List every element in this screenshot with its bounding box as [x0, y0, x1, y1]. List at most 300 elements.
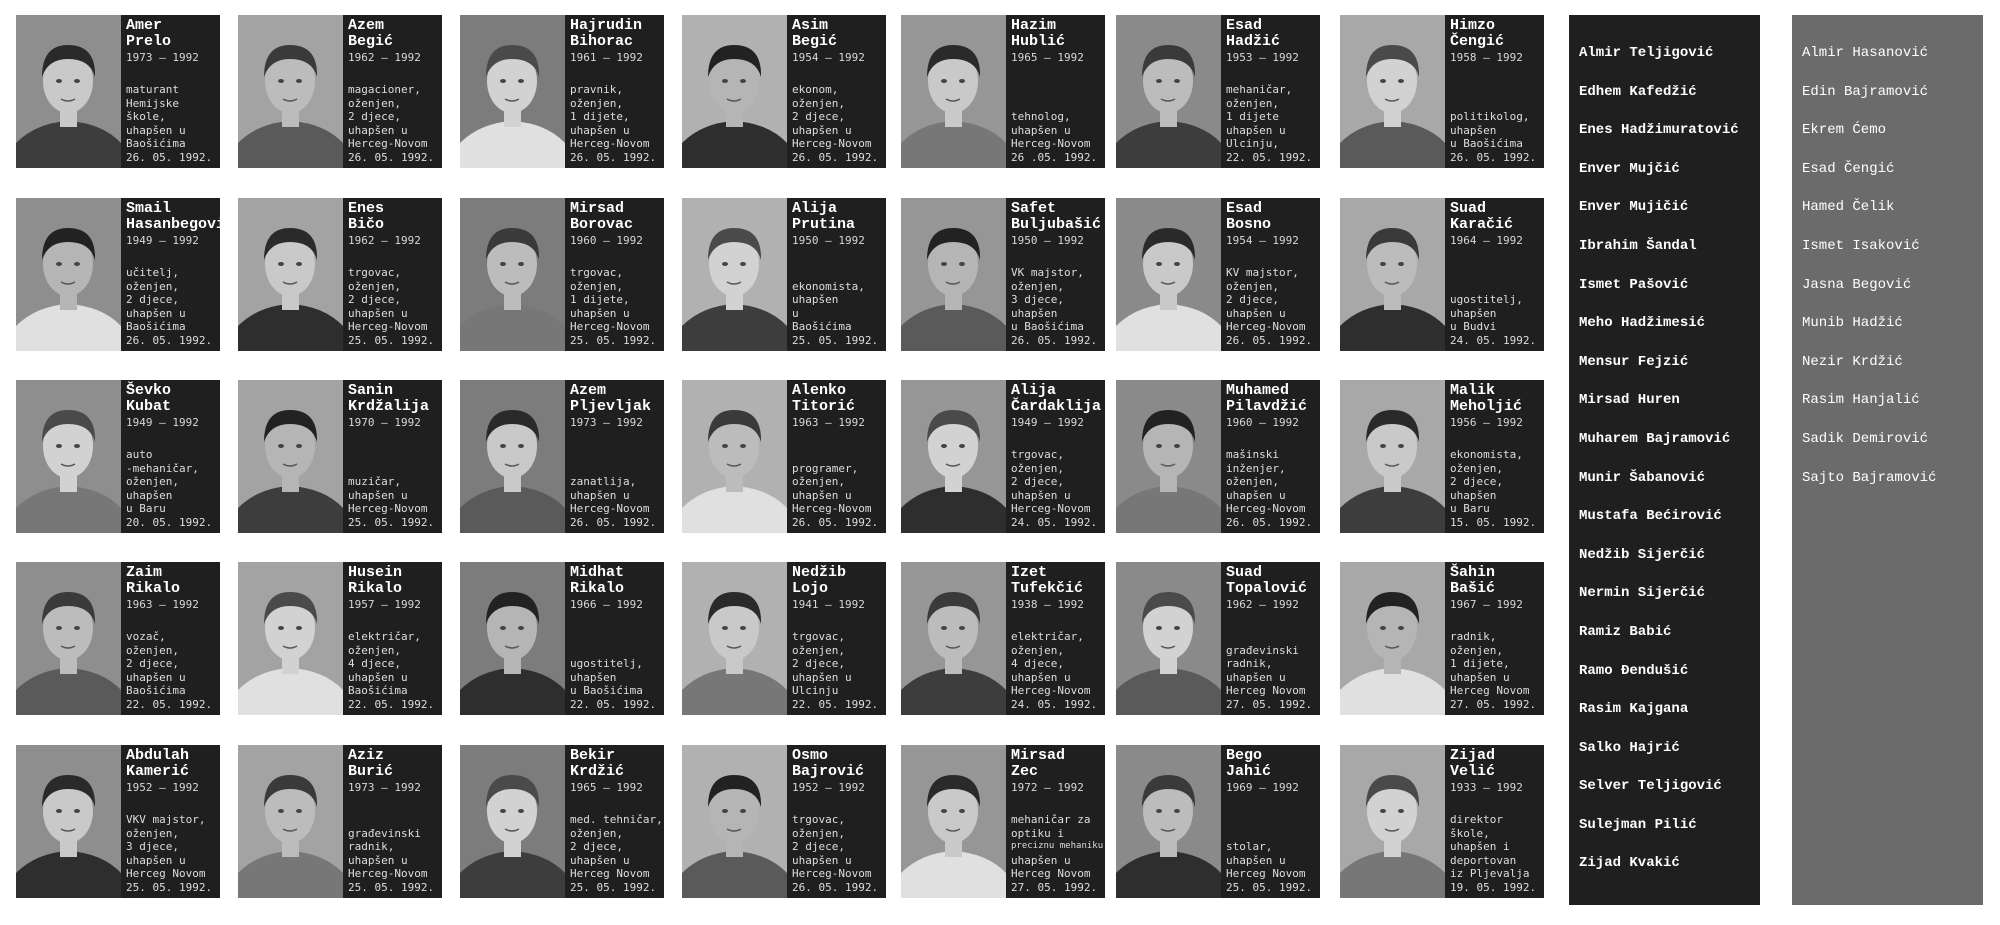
name-list-item: Muharem Bajramović — [1579, 430, 1731, 447]
victim-description-line: 25. 05. 1992. — [1226, 880, 1313, 894]
victim-description-line: pravnik, — [570, 83, 623, 96]
victim-name-line: Esad — [1226, 200, 1263, 217]
portrait-photo — [460, 562, 565, 715]
victim-description-line: 26. 05. 1992. — [570, 515, 657, 529]
victim-name-line: Suad — [1226, 564, 1263, 581]
victim-card — [1116, 745, 1320, 898]
victim-description-line: Baošićima — [792, 320, 852, 333]
victim-description-line: 2 djece, — [792, 110, 845, 123]
victim-years: 1956 – 1992 — [1450, 416, 1523, 429]
victim-description-line: 22. 05. 1992. — [792, 697, 879, 711]
victim-description — [1011, 110, 1097, 164]
victim-description-line: Baošićima — [126, 684, 186, 697]
victim-description-line: VK majstor, — [1011, 266, 1084, 279]
victim-name-line: Velić — [1450, 763, 1496, 780]
victim-description-line: auto — [126, 448, 153, 461]
victim-description-line: Herceg-Novom — [570, 320, 650, 333]
victim-name — [348, 18, 393, 50]
victim-card — [1340, 562, 1544, 715]
victim-description-line: oženjen, — [348, 279, 401, 293]
victim-description-line: 27. 05. 1992. — [1226, 697, 1313, 711]
victim-description-line: učitelj, — [126, 266, 179, 279]
victim-description-line: optiku i — [1011, 826, 1064, 840]
victim-name-line: Mirsad — [1011, 747, 1066, 764]
victim-info — [1226, 198, 1318, 351]
name-list-item: Hamed Čelik — [1802, 199, 1895, 216]
victim-description-line: 1 dijete — [1226, 110, 1279, 123]
victim-info — [792, 380, 884, 533]
victim-description-line: radnik, — [1450, 630, 1497, 643]
victim-description-line: električar, — [348, 630, 421, 643]
victim-name-line: Hasanbegović — [126, 216, 235, 233]
victim-description-line: uhapšen u — [348, 853, 408, 867]
victim-description-line: oženjen, — [570, 826, 623, 840]
victim-name-line: Izet — [1011, 564, 1048, 581]
victim-description-line: 26 .05. 1992. — [1011, 150, 1098, 164]
victim-description-line: Herceg-Novom — [792, 137, 872, 150]
victim-description-line: 25. 05. 1992. — [792, 333, 879, 347]
victim-name — [126, 383, 171, 415]
victim-description-line: uhapšen u — [348, 488, 408, 502]
victim-description — [570, 266, 656, 347]
victim-description-line: ugostitelj, — [1450, 293, 1523, 306]
victim-description — [348, 83, 434, 164]
victim-description-line: ekonomista, — [792, 279, 865, 293]
victim-description — [570, 657, 656, 711]
victim-description-line: Herceg-Novom — [1011, 502, 1091, 515]
victim-name — [792, 383, 855, 415]
victim-description-line: ekonom, — [792, 83, 839, 96]
name-list-item: Meho Hadžimesić — [1579, 315, 1706, 332]
victim-card — [1116, 380, 1320, 533]
victim-card — [460, 15, 664, 168]
victim-description-line: Ulcinju — [792, 684, 839, 697]
portrait-photo — [1116, 198, 1221, 351]
victim-info — [1011, 198, 1103, 351]
victim-description-line: 20. 05. 1992. — [126, 515, 213, 529]
portrait-photo — [682, 562, 787, 715]
victim-name — [1011, 565, 1083, 597]
victim-name-line: Šahin — [1450, 564, 1496, 581]
victim-name-line: Bihorac — [570, 33, 634, 50]
victim-card — [901, 198, 1105, 351]
victim-description-line: uhapšen u — [1226, 488, 1286, 502]
victim-description-line: uhapšen u — [126, 123, 186, 137]
victim-description-line: radnik, — [348, 840, 395, 853]
name-list-item: Ekrem Ćemo — [1802, 122, 1887, 139]
victim-name-line: Hublić — [1011, 33, 1066, 50]
victim-description — [792, 462, 878, 530]
victim-description-line: uhapšen u — [570, 123, 630, 137]
victim-description-line: oženjen, — [1450, 643, 1503, 657]
portrait-photo — [238, 15, 343, 168]
victim-name — [570, 748, 624, 780]
victim-description — [792, 83, 878, 164]
victim-description — [126, 266, 212, 347]
victim-description-line: uhapšen u — [1011, 123, 1071, 137]
name-list-item: Nedžib Sijerčić — [1579, 546, 1706, 563]
victim-years: 1958 – 1992 — [1450, 51, 1523, 64]
victim-description-line: -mehaničar, — [126, 461, 199, 475]
victim-name-line: Rikalo — [570, 580, 625, 597]
victim-name — [1011, 383, 1101, 415]
victim-years: 1963 – 1992 — [126, 598, 199, 611]
victim-name-line: Zec — [1011, 763, 1039, 780]
victim-description — [1450, 293, 1536, 347]
victim-description — [348, 266, 434, 347]
victim-card — [460, 745, 664, 898]
victim-description — [348, 630, 434, 711]
victim-description-line: oženjen, — [1450, 461, 1503, 475]
victim-card — [16, 562, 220, 715]
name-list-item: Mensur Fejzić — [1579, 353, 1689, 370]
victim-description-line: trgovac, — [1011, 448, 1064, 461]
victim-description-line: Baošićima — [126, 320, 186, 333]
victim-years: 1950 – 1992 — [1011, 234, 1084, 247]
victim-name-line: Pljevljak — [570, 398, 652, 415]
victim-info — [570, 562, 662, 715]
victim-name-line: Muhamed — [1226, 382, 1290, 399]
victim-name-line: Smail — [126, 200, 172, 217]
victim-description-line: 27. 05. 1992. — [1450, 697, 1537, 711]
victim-description — [126, 448, 212, 529]
name-list-item: Rasim Hanjalić — [1802, 392, 1920, 409]
victim-description-line: trgovac, — [792, 813, 845, 826]
victim-description-line: 25. 05. 1992. — [570, 880, 657, 894]
victim-description-line: trgovac, — [792, 630, 845, 643]
victim-description-line: 24. 05. 1992. — [1011, 515, 1098, 529]
victim-card — [460, 198, 664, 351]
portrait-photo — [1340, 380, 1445, 533]
victim-card — [460, 562, 664, 715]
victim-description-line: 27. 05. 1992. — [1011, 880, 1098, 894]
victim-card — [460, 380, 664, 533]
names-list-dark-items — [1579, 44, 1739, 893]
victim-info — [570, 745, 662, 898]
victim-name — [570, 201, 633, 233]
victim-description-line: oženjen, — [792, 643, 845, 657]
portrait-photo — [1340, 198, 1445, 351]
victim-years: 1952 – 1992 — [126, 781, 199, 794]
victim-description-line: uhapšen — [570, 670, 617, 684]
portrait-photo — [682, 15, 787, 168]
portrait-photo — [16, 198, 121, 351]
victim-description-line: magacioner, — [348, 83, 421, 96]
victim-name-line: Alenko — [792, 382, 847, 399]
victim-description-line: oženjen, — [126, 826, 179, 840]
victim-card — [1116, 562, 1320, 715]
victim-name — [126, 748, 189, 780]
victim-info — [792, 15, 884, 168]
victim-info — [348, 198, 440, 351]
name-list-item: Mirsad Huren — [1579, 392, 1680, 409]
victim-description-line: 2 djece, — [792, 840, 845, 853]
victim-card — [682, 15, 886, 168]
victim-description — [1226, 266, 1312, 347]
victim-description — [348, 827, 434, 895]
victim-description-line: oženjen, — [792, 826, 845, 840]
victim-name-line: Suad — [1450, 200, 1487, 217]
victim-description-line: uhapšen u — [1226, 853, 1286, 867]
victim-name-line: Krdžić — [570, 763, 625, 780]
victim-description-line: u — [792, 306, 799, 320]
victim-years: 1964 – 1992 — [1450, 234, 1523, 247]
victim-name — [348, 201, 384, 233]
victim-description-line: uhapšen — [1011, 306, 1058, 320]
victim-description-line: Baošićima — [348, 684, 408, 697]
victim-name — [126, 18, 171, 50]
victim-years: 1973 – 1992 — [570, 416, 643, 429]
victim-info — [570, 15, 662, 168]
victim-description-line: oženjen, — [570, 279, 623, 293]
victim-description-line: 24. 05. 1992. — [1011, 697, 1098, 711]
victim-name — [1450, 565, 1495, 597]
portrait-photo — [901, 745, 1006, 898]
victim-name-line: Begić — [792, 33, 838, 50]
victim-name-line: Husein — [348, 564, 403, 581]
victim-description-line: 22. 05. 1992. — [570, 697, 657, 711]
victim-description-line: uhapšen u — [1450, 670, 1510, 684]
portrait-photo — [682, 380, 787, 533]
victim-years: 1966 – 1992 — [570, 598, 643, 611]
portrait-photo — [1116, 562, 1221, 715]
victim-card — [682, 745, 886, 898]
victim-description-line: Herceg Novom — [1226, 684, 1306, 697]
victim-name-line: Karačić — [1450, 216, 1514, 233]
victim-name-line: Hadžić — [1226, 33, 1281, 50]
victim-description-line: uhapšen — [1450, 488, 1497, 502]
victim-name-line: Kamerić — [126, 763, 190, 780]
victim-name-line: Bego — [1226, 747, 1263, 764]
victim-info — [792, 562, 884, 715]
victim-name — [570, 383, 651, 415]
victim-description-line: oženjen, — [348, 96, 401, 110]
victim-description-line: 26. 05. 1992. — [792, 515, 879, 529]
victim-description — [1011, 630, 1097, 711]
victim-card — [238, 745, 442, 898]
victim-description-line: uhapšen u — [348, 306, 408, 320]
victim-card — [238, 15, 442, 168]
victim-years: 1962 – 1992 — [1226, 598, 1299, 611]
name-list-item: Zijad Kvakić — [1579, 855, 1680, 872]
victim-info — [1011, 562, 1103, 715]
victim-description — [1450, 448, 1536, 529]
portrait-photo — [1340, 562, 1445, 715]
victim-info — [1011, 745, 1103, 898]
name-list-item: Rasim Kajgana — [1579, 701, 1689, 718]
victim-description-line: maturant — [126, 83, 179, 96]
victim-years: 1963 – 1992 — [792, 416, 865, 429]
victim-years: 1949 – 1992 — [126, 416, 199, 429]
victim-description-line: oženjen, — [792, 475, 845, 488]
victim-description-line: Herceg-Novom — [792, 502, 872, 515]
victim-name — [1226, 748, 1271, 780]
victim-card — [682, 198, 886, 351]
victim-description-line: oženjen, — [126, 643, 179, 657]
name-list-item: Nermin Sijerčić — [1579, 585, 1706, 602]
victim-description-line: uhapšen u — [126, 306, 186, 320]
victim-description-line: mehaničar za — [1011, 813, 1091, 826]
victim-name-line: Esad — [1226, 17, 1263, 34]
victim-name — [1450, 383, 1522, 415]
victim-description-line: 2 djece, — [570, 840, 623, 853]
victim-description — [126, 83, 212, 164]
victim-description-line: ekonomista, — [1450, 448, 1523, 461]
victim-name — [126, 565, 180, 597]
victim-description-line: 2 djece, — [792, 657, 845, 670]
victim-description-line: 1 dijete, — [1450, 657, 1510, 670]
victim-info — [126, 15, 218, 168]
victim-description-line: stolar, — [1226, 840, 1273, 853]
victim-years: 1952 – 1992 — [792, 781, 865, 794]
victim-description — [126, 630, 212, 711]
victim-description-line: direktor — [1450, 813, 1503, 826]
victim-info — [1226, 380, 1318, 533]
victim-description-line: preciznu mehaniku — [1011, 841, 1104, 851]
victim-years: 1970 – 1992 — [348, 416, 421, 429]
victim-info — [1450, 380, 1542, 533]
victim-description-line: 4 djece, — [1011, 657, 1064, 670]
victim-info — [1450, 562, 1542, 715]
name-list-item: Edhem Kafedžić — [1579, 83, 1697, 100]
victim-name — [792, 201, 855, 233]
victim-years: 1960 – 1992 — [1226, 416, 1299, 429]
victim-name — [792, 565, 846, 597]
victim-description-line: uhapšen u — [1011, 853, 1071, 867]
victim-info — [792, 745, 884, 898]
victim-description-line: med. tehničar, — [570, 813, 663, 826]
victim-description-line: oženjen, — [1226, 96, 1279, 110]
victim-description-line: uhapšen — [126, 488, 173, 502]
victim-description — [792, 630, 878, 711]
victim-card — [238, 198, 442, 351]
victim-description — [126, 813, 212, 894]
name-list-item: Nezir Krdžić — [1802, 353, 1903, 370]
victim-description-line: Herceg-Novom — [792, 867, 872, 880]
portrait-photo — [901, 15, 1006, 168]
victim-description-line: uhapšen u — [126, 853, 186, 867]
victim-description-line: 22. 05. 1992. — [1226, 150, 1313, 164]
victim-description — [570, 813, 663, 894]
portrait-photo — [1116, 380, 1221, 533]
victim-name — [1226, 383, 1307, 415]
victim-description-line: uhapšen u — [1226, 670, 1286, 684]
victim-years: 1953 – 1992 — [1226, 51, 1299, 64]
victim-name-line: Safet — [1011, 200, 1057, 217]
names-list-dark — [1569, 15, 1760, 905]
victim-years: 1933 – 1992 — [1450, 781, 1523, 794]
victim-description — [570, 475, 656, 529]
victim-description-line: Herceg Novom — [1011, 867, 1091, 880]
victim-description — [1226, 644, 1312, 712]
portrait-photo — [238, 562, 343, 715]
victim-description-line: 26. 05. 1992. — [1226, 333, 1313, 347]
victim-description-line: uhapšen u — [792, 488, 852, 502]
victim-description — [1011, 266, 1097, 347]
victim-name-line: Burić — [348, 763, 394, 780]
victim-description-line: Herceg-Novom — [1226, 502, 1306, 515]
portrait-photo — [460, 745, 565, 898]
victim-description — [792, 813, 878, 894]
victim-name-line: Hajrudin — [570, 17, 643, 34]
victim-name — [1226, 18, 1280, 50]
victim-years: 1954 – 1992 — [792, 51, 865, 64]
victim-name-line: Aziz — [348, 747, 385, 764]
portrait-photo — [238, 198, 343, 351]
victim-description-line: uhapšen u — [1011, 488, 1071, 502]
victim-description-line: 26. 05. 1992. — [1450, 150, 1537, 164]
victim-description-line: 2 djece, — [348, 110, 401, 123]
victim-description-line: programer, — [792, 461, 859, 475]
victim-description-line: 24. 05. 1992. — [1450, 333, 1537, 347]
victim-info — [126, 380, 218, 533]
victim-years: 1961 – 1992 — [570, 51, 643, 64]
victim-card — [1340, 380, 1544, 533]
victim-name-line: Čardaklija — [1011, 398, 1102, 415]
victim-years: 1954 – 1992 — [1226, 234, 1299, 247]
victim-name-line: Bekir — [570, 747, 616, 764]
victim-info — [792, 198, 884, 351]
victim-description-line: 25. 05. 1992. — [126, 880, 213, 894]
victim-description-line: zanatlija, — [570, 475, 637, 488]
victim-description-line: 26. 05. 1992. — [126, 333, 213, 347]
victim-years: 1972 – 1992 — [1011, 781, 1084, 794]
victim-name — [1011, 201, 1101, 233]
portrait-photo — [901, 562, 1006, 715]
victim-info — [1011, 380, 1103, 533]
victim-info — [1450, 745, 1542, 898]
victim-description-line: mehaničar, — [1226, 83, 1293, 96]
portrait-photo — [460, 380, 565, 533]
portrait-photo — [238, 745, 343, 898]
victim-description-line: 15. 05. 1992. — [1450, 515, 1537, 529]
victim-description-line: uhapšen — [1450, 306, 1497, 320]
victim-description-line: oženjen, — [1226, 279, 1279, 293]
victim-card — [1116, 198, 1320, 351]
victim-years: 1949 – 1992 — [1011, 416, 1084, 429]
portrait-photo — [901, 198, 1006, 351]
portrait-photo — [16, 15, 121, 168]
victim-description-line: Herceg-Novom — [348, 137, 428, 150]
victim-name-line: Amer — [126, 17, 163, 34]
victim-description-line: Baošićima — [126, 137, 186, 150]
victim-description-line: građevinski — [1226, 643, 1299, 657]
victim-description-line: 26. 05. 1992. — [792, 880, 879, 894]
victim-name — [1226, 565, 1307, 597]
victim-description — [570, 83, 656, 164]
victim-description-line: inženjer, — [1226, 461, 1286, 475]
victim-description — [1011, 813, 1103, 894]
victim-name-line: Himzo — [1450, 17, 1496, 34]
victim-card — [901, 380, 1105, 533]
victim-description-line: Herceg-Novom — [570, 502, 650, 515]
victim-description-line: škole, — [126, 110, 166, 123]
victim-info — [126, 198, 235, 351]
victim-description — [1011, 448, 1097, 529]
victim-description-line: Herceg Novom — [1226, 867, 1306, 880]
victim-name — [1226, 201, 1271, 233]
victim-card — [238, 380, 442, 533]
victim-name-line: Sanin — [348, 382, 394, 399]
victim-name-line: Midhat — [570, 564, 625, 581]
victim-name — [570, 565, 624, 597]
victim-description-line: 22. 05. 1992. — [126, 697, 213, 711]
victim-description-line: 25. 05. 1992. — [348, 880, 435, 894]
victim-description-line: Herceg Novom — [126, 867, 206, 880]
victim-description-line: oženjen, — [348, 643, 401, 657]
victim-name — [570, 18, 642, 50]
victim-card — [16, 15, 220, 168]
